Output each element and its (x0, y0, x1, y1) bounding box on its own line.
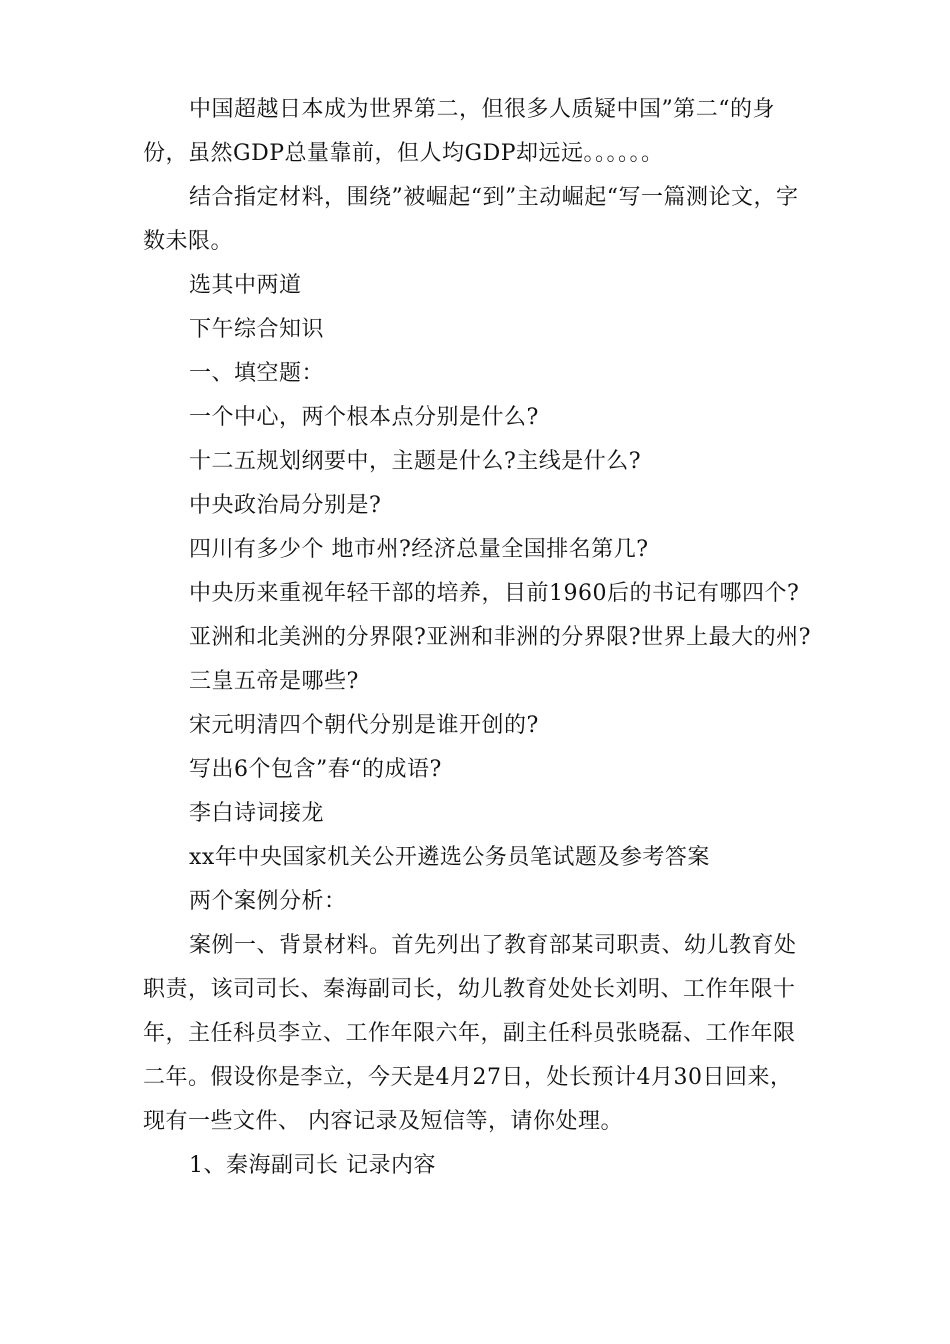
paragraph-gdp-question: 中国超越日本成为世界第二，但很多人质疑中国”第二“的身份，虽然GDP总量靠前，但人均GDP却远远。。。。。。 (143, 97, 775, 166)
paragraph-choose-two: 选其中两道 (189, 273, 302, 298)
document-body (143, 88, 811, 1188)
question-twelfth-five-year: 十二五规划纲要中，主题是什么?主线是什么? (189, 449, 642, 474)
question-continents: 亚洲和北美洲的分界限?亚洲和非洲的分界限?世界上最大的州? (189, 625, 811, 650)
question-politburo: 中央政治局分别是? (189, 493, 382, 518)
paragraph-case-one: 案例一、背景材料。首先列出了教育部某司职责、幼儿教育处职责，该司司长、秦海副司长，幼儿教育处处长刘明、工作年限十年，主任科员李立、工作年限六年，副主任科员张晓磊、工作年限二年。假设你是李立，今天是4月27日，处长预计4月30日回来，现有一些文件、 内容记录及短信等，请你处理。 (143, 933, 797, 1134)
question-sichuan: 四川有多少个 地市州?经济总量全国排名第几? (189, 537, 649, 562)
question-dynasties: 宋元明清四个朝代分别是谁开创的? (189, 713, 539, 738)
question-li-bai-poems: 李白诗词接龙 (189, 801, 325, 826)
question-one-center: 一个中心，两个根本点分别是什么? (189, 405, 539, 430)
paragraph-case-one-item-1: 1、秦海副司长 记录内容 (189, 1153, 436, 1178)
question-spring-idioms: 写出6个包含”春“的成语? (189, 757, 442, 782)
heading-exam-title: xx年中央国家机关公开遴选公务员笔试题及参考答案 (189, 845, 710, 870)
paragraph-essay-instruction: 结合指定材料，围绕”被崛起“到”主动崛起“写一篇测论文，字数未限。 (143, 185, 799, 254)
question-three-emperors: 三皇五帝是哪些? (189, 669, 359, 694)
question-young-cadres: 中央历来重视年轻干部的培养，目前1960后的书记有哪四个? (189, 581, 800, 606)
heading-case-analysis: 两个案例分析： (189, 889, 347, 914)
heading-fill-blank: 一、填空题： (189, 361, 325, 386)
heading-afternoon-knowledge: 下午综合知识 (189, 317, 325, 342)
